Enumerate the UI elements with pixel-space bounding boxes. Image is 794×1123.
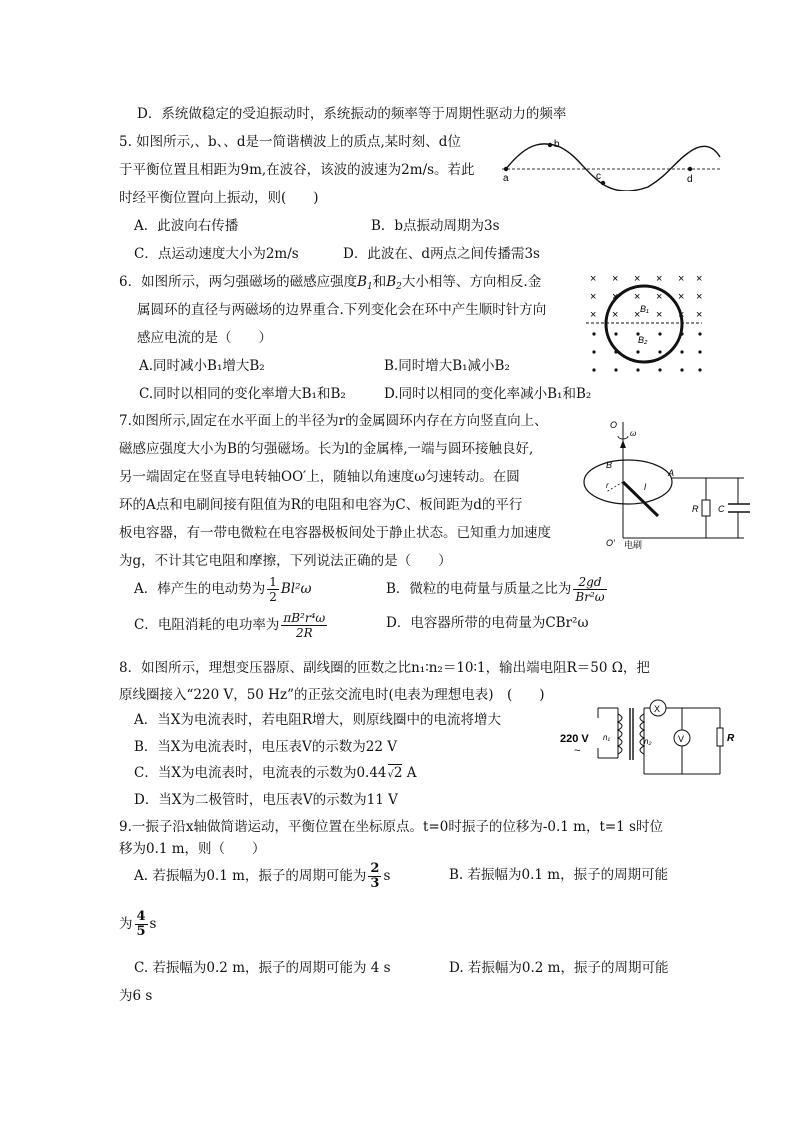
field-cross-symbol: ×	[678, 309, 685, 321]
q5-label-a: a	[503, 173, 509, 184]
field-dot-symbol	[592, 332, 595, 335]
q8-fig-n1: n₁	[603, 733, 610, 742]
q8-stem-line1: 8．如图所示，理想变压器原、副线圈的匝数之比n₁∶n₂＝10∶1，输出端电阻R＝50 Ω，把	[119, 660, 650, 676]
field-dot-symbol	[698, 368, 701, 371]
q9-option-a: A. 若振幅为0.1 m，振子的周期可能为 $\frac{2}{3}$ s	[134, 861, 391, 891]
q6-option-c: C.同时以相同的变化率增大B₁和B₂	[139, 386, 346, 402]
q8-fig-tilde: ~	[574, 745, 581, 757]
q7-option-a: A．棒产生的电动势为 $\frac{1}{2}$ Bl²ω	[134, 575, 312, 604]
q7-stem-line2: 磁感应强度大小为B的匀强磁场。长为l的金属棒,一端与圆环接触良好,	[119, 441, 534, 457]
q8-option-d: D．当X为二极管时，电压表V的示数为11 V	[134, 792, 398, 808]
q7-fig-brush: 电刷	[624, 540, 643, 550]
q8-stem-line2: 原线圈接入“220 V，50 Hz”的正弦交流电时(电表为理想电表) ( )	[119, 687, 545, 703]
q6-stem-line2: 属圆环的直径与两磁场的边界重合.下列变化会在环中产生顺时针方向	[137, 302, 547, 318]
q7-option-b: B．微粒的电荷量与质量之比为 $\frac{2gd}{\text{Br²ω}}$	[386, 575, 605, 604]
q7-fig-b: B	[606, 460, 613, 470]
field-dot-symbol	[658, 332, 661, 335]
field-dot-symbol	[592, 350, 595, 353]
q5-label-d: d	[687, 174, 693, 185]
q8-option-a: A．当X为电流表时，若电阻R增大，则原线圈中的电流将增大	[134, 712, 502, 728]
q6-fig-b2-label: B₂	[638, 335, 648, 345]
q7-rotating-rod-figure	[578, 418, 756, 552]
q9-option-c: C. 若振幅为0.2 m，振子的周期可能为 4 s	[134, 960, 391, 976]
q9-option-d: D. 若振幅为0.2 m，振子的周期可能	[449, 960, 669, 976]
q5-option-a: A．此波向右传播	[134, 218, 239, 234]
q7-stem-line5: 板电容器，有一带电微粒在电容器极板间处于静止状态。已知重力加速度	[119, 525, 551, 541]
field-dot-symbol	[636, 368, 639, 371]
q8-fig-r: R	[727, 733, 735, 744]
field-cross-symbol: ×	[590, 291, 597, 303]
field-cross-symbol: ×	[656, 309, 663, 321]
field-dot-symbol	[614, 368, 617, 371]
q5-option-b: B．b点振动周期为3s	[371, 218, 500, 234]
q7-option-d: D．电容器所带的电荷量为CBr²ω	[386, 615, 589, 631]
q8-option-c: C．当X为电流表时，电流表的示数为0.44√2 A	[134, 765, 417, 781]
q8-transformer-figure	[558, 694, 744, 776]
q6-magnetic-field-figure	[582, 268, 706, 378]
field-cross-symbol: ×	[590, 273, 597, 285]
q7-fig-a: A	[668, 468, 675, 478]
q5-wave-figure	[498, 135, 724, 191]
q7-fig-l: l	[644, 482, 646, 492]
q9-option-b-cont: 为 $\frac{4}{5}$ s	[119, 909, 157, 939]
q8-fig-source: 220 V	[560, 733, 589, 745]
field-cross-symbol: ×	[612, 273, 619, 285]
q9-option-b: B. 若振幅为0.1 m，振子的周期可能	[449, 867, 669, 883]
q5-stem-line3: 时经平衡位置向上振动，则( )	[119, 190, 319, 206]
field-cross-symbol: ×	[678, 291, 685, 303]
q7-fig-omega: ω	[630, 429, 637, 438]
q4-option-d: D．系统做稳定的受迫振动时，系统振动的频率等于周期性驱动力的频率	[137, 106, 567, 122]
field-dot-symbol	[658, 368, 661, 371]
q7-stem-line4: 环的A点和电刷间接有阻值为R的电阻和电容为C、板间距为d的平行	[119, 497, 523, 513]
field-cross-symbol: ×	[678, 273, 685, 285]
q7-stem-line6: 为g，不计其它电阻和摩擦，下列说法正确的是（ ）	[119, 553, 452, 569]
field-cross-symbol: ×	[656, 273, 663, 285]
field-cross-symbol: ×	[634, 291, 641, 303]
q5-stem-line1: 5. 如图所示,、b、、d是一简谐横波上的质点,某时刻、d位	[119, 134, 461, 150]
field-dot-symbol	[680, 350, 683, 353]
field-dot-symbol	[680, 368, 683, 371]
q6-option-a: A.同时减小B₁增大B₂	[139, 358, 265, 374]
q5-label-c: c	[596, 171, 601, 182]
q5-option-d: D．此波在、d两点之间传播需3s	[343, 246, 540, 262]
q9-stem-line2: 移为0.1 m，则（ ）	[119, 841, 266, 857]
q8-fig-v: V	[678, 734, 685, 744]
field-cross-symbol: ×	[612, 309, 619, 321]
q9-option-d-cont: 为6 s	[119, 988, 153, 1004]
field-dot-symbol	[658, 350, 661, 353]
q8-fig-x: X	[654, 704, 661, 714]
field-cross-symbol: ×	[612, 291, 619, 303]
field-cross-symbol: ×	[696, 273, 703, 285]
q5-label-b: b	[554, 139, 560, 150]
q6-stem-line1: 6．如图所示，两匀强磁场的磁感应强度$B_1$和$B_2$大小相等、方向相反.金	[119, 274, 542, 292]
field-cross-symbol: ×	[696, 291, 703, 303]
field-dot-symbol	[592, 368, 595, 371]
field-dot-symbol	[614, 332, 617, 335]
q7-stem-line1: 7.如图所示,固定在水平面上的半径为r的金属圆环内存在方向竖直向上、	[119, 413, 548, 429]
q7-fig-c: C	[718, 504, 725, 514]
field-cross-symbol: ×	[696, 309, 703, 321]
q8-fig-n2: n₂	[644, 737, 652, 746]
q7-fig-r: r	[606, 481, 609, 490]
field-dot-symbol	[636, 350, 639, 353]
field-dot-symbol	[698, 332, 701, 335]
field-dot-symbol	[698, 350, 701, 353]
q7-fig-r-resistor: R	[692, 504, 699, 514]
q7-fig-oprime: O′	[606, 538, 615, 548]
q7-stem-line3: 另一端固定在竖直导电转轴OO′上，随轴以角速度ω匀速转动。在圆	[119, 469, 520, 485]
field-cross-symbol: ×	[634, 273, 641, 285]
q5-stem-line2: 于平衡位置且相距为9m,在波谷，该波的波速为2m/s。若此	[119, 162, 475, 178]
field-cross-symbol: ×	[634, 309, 641, 321]
q6-option-b: B.同时增大B₁减小B₂	[384, 358, 510, 374]
q6-fig-b1-label: B₁	[640, 304, 649, 314]
q8-option-b: B．当X为电流表时，电压表V的示数为22 V	[134, 739, 397, 755]
field-cross-symbol: ×	[590, 309, 597, 321]
q6-option-d: D.同时以相同的变化率减小B₁和B₂	[384, 386, 592, 402]
q9-stem-line1: 9.一振子沿x轴做简谐运动，平衡位置在坐标原点。t=0时振子的位移为-0.1 m，t=1 s时位	[119, 819, 663, 835]
field-cross-symbol: ×	[656, 291, 663, 303]
q6-stem-line3: 感应电流的是（ ）	[137, 330, 272, 346]
q7-option-c: C．电阻消耗的电功率为 $\frac{\text{πB²r⁴ω}}{2R}$	[134, 611, 326, 640]
q5-option-c: C．点运动速度大小为2m/s	[134, 246, 299, 262]
q7-fig-o: O	[610, 420, 618, 430]
